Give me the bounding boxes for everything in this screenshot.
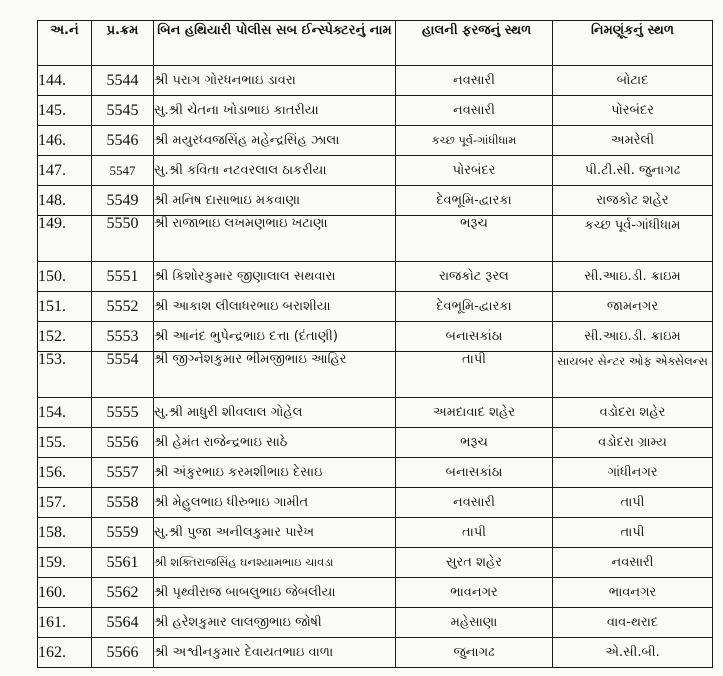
officer-name-cell: શ્રી હેમંત રાજેન્દ્રભાઇ સાઠે (154, 428, 396, 458)
appointment-place-cell: તાપી (553, 488, 713, 518)
pk-number-cell: 5551 (92, 262, 154, 292)
serial-cell: 149. (38, 216, 92, 262)
header-current-posting: હાલની ફરજનું સ્થળ (396, 21, 553, 66)
officer-name-cell: શ્રી રાજાભાઇ લખમણભાઇ ખટાણા (154, 216, 396, 262)
appointment-place-cell: સાયબર સેન્ટર ઓફ એક્સેલન્સ (553, 352, 713, 398)
appointment-place-cell: ગાંધીનગર (553, 458, 713, 488)
serial-cell: 154. (38, 398, 92, 428)
serial-cell: 148. (38, 186, 92, 216)
pk-number-cell: 5552 (92, 292, 154, 322)
serial-cell: 155. (38, 428, 92, 458)
header-name: બિન હથિયારી પોલીસ સબ ઈન્સ્પેક્ટરનું નામ (154, 21, 396, 66)
table-row (38, 518, 713, 548)
officer-name-cell: શ્રી અંકુરભાઇ કરમશીભાઇ દેસાઇ (154, 458, 396, 488)
serial-cell: 158. (38, 518, 92, 548)
pk-number-cell: 5545 (92, 96, 154, 126)
table-row (38, 156, 713, 186)
pk-number-cell: 5558 (92, 488, 154, 518)
current-posting-cell: પોરબંદર (396, 156, 553, 186)
table-row (38, 262, 713, 292)
current-posting-cell: દેવભૂમિ-દ્વારકા (396, 292, 553, 322)
appointment-place-cell: વાવ-થરાદ (553, 608, 713, 638)
pk-number-cell: 5546 (92, 126, 154, 156)
appointment-place-cell: જામનગર (553, 292, 713, 322)
officer-name-cell: શ્રી આનંદ ભુપેન્દ્રભાઇ દત્તા (દંતાણી) (154, 322, 396, 352)
appointment-place-cell: વડોદરા શહેર (553, 398, 713, 428)
table-row (38, 398, 713, 428)
header-appointment-place: નિમણૂંકનું સ્થળ (553, 21, 713, 66)
table-row (38, 458, 713, 488)
pk-number-cell: 5547 (92, 156, 154, 186)
table-row (38, 578, 713, 608)
serial-cell: 156. (38, 458, 92, 488)
current-posting-cell: તાપી (396, 518, 553, 548)
officer-name-cell: શ્રી હરેશકુમાર લાલજીભાઇ જોષી (154, 608, 396, 638)
serial-cell: 152. (38, 322, 92, 352)
serial-cell: 145. (38, 96, 92, 126)
appointment-place-cell: પોરબંદર (553, 96, 713, 126)
pk-number-cell: 5555 (92, 398, 154, 428)
header-serial: અ.નં (38, 21, 92, 66)
appointment-place-cell: ભાવનગર (553, 578, 713, 608)
pk-number-cell: 5550 (92, 216, 154, 262)
serial-cell: 153. (38, 352, 92, 398)
current-posting-cell: રાજકોટ રૂરલ (396, 262, 553, 292)
appointment-place-cell: સી.આઇ.ડી. ક્રાઇમ (553, 262, 713, 292)
header-pk-number: પ્ર.ક્રમ (92, 21, 154, 66)
pk-number-cell: 5554 (92, 352, 154, 398)
current-posting-cell: નવસારી (396, 96, 553, 126)
serial-cell: 147. (38, 156, 92, 186)
serial-cell: 150. (38, 262, 92, 292)
table-row (38, 186, 713, 216)
appointment-place-cell: સી.આઇ.ડી. ક્રાઇમ (553, 322, 713, 352)
serial-cell: 146. (38, 126, 92, 156)
officer-name-cell: શ્રી પરાગ ગોરધનભાઇ ડાવરા (154, 66, 396, 96)
current-posting-cell: બનાસકાંઠા (396, 322, 553, 352)
pk-number-cell: 5553 (92, 322, 154, 352)
pk-number-cell: 5561 (92, 548, 154, 578)
officer-name-cell: સુ.શ્રી કવિતા નટવરલાલ ઠાકરીયા (154, 156, 396, 186)
current-posting-cell: નવસારી (396, 488, 553, 518)
pk-number-cell: 5566 (92, 638, 154, 668)
appointment-place-cell: બોટાદ (553, 66, 713, 96)
table-row (38, 216, 713, 262)
current-posting-cell: જુનાગઢ (396, 638, 553, 668)
table-body (38, 66, 713, 668)
current-posting-cell: તાપી (396, 352, 553, 398)
officer-name-cell: સુ.શ્રી માધુરી શીવલાલ ગોહેલ (154, 398, 396, 428)
table-row (38, 548, 713, 578)
serial-cell: 160. (38, 578, 92, 608)
table-row (38, 292, 713, 322)
officer-name-cell: સુ.શ્રી પુજા અનીલકુમાર પારેખ (154, 518, 396, 548)
pk-number-cell: 5544 (92, 66, 154, 96)
officer-name-cell: શ્રી પૃથ્વીરાજ બાબલુભાઇ જેબલીયા (154, 578, 396, 608)
table-row (38, 608, 713, 638)
table-row (38, 66, 713, 96)
current-posting-cell: અમદાવાદ શહેર (396, 398, 553, 428)
appointment-place-cell: રાજકોટ શહેર (553, 186, 713, 216)
current-posting-cell: બનાસકાંઠા (396, 458, 553, 488)
officer-name-cell: શ્રી આકાશ લીલાધરભાઇ બરાશીયા (154, 292, 396, 322)
serial-cell: 159. (38, 548, 92, 578)
appointment-place-cell: અમરેલી (553, 126, 713, 156)
serial-cell: 157. (38, 488, 92, 518)
current-posting-cell: નવસારી (396, 66, 553, 96)
table-row (38, 126, 713, 156)
current-posting-cell: મહેસાણા (396, 608, 553, 638)
appointment-place-cell: એ.સી.બી. (553, 638, 713, 668)
table-header (38, 21, 713, 66)
pk-number-cell: 5559 (92, 518, 154, 548)
officer-name-cell: શ્રી જીગ્નેશકુમાર ભીમજીભાઇ આહિર (154, 352, 396, 398)
appointment-place-cell: કચ્છ પૂર્વ-ગાંધીધામ (553, 216, 713, 262)
header-row (38, 21, 713, 66)
table-row (38, 322, 713, 352)
table-row (38, 352, 713, 398)
officer-name-cell: શ્રી મયુરધ્વજસિંહ મહેન્દ્રસિંહ ઝાલા (154, 126, 396, 156)
officer-name-cell: શ્રી મેહુલભાઇ ધીરુભાઇ ગામીત (154, 488, 396, 518)
pk-number-cell: 5556 (92, 428, 154, 458)
officer-name-cell: શ્રી કિશોરકુમાર જીણાલાલ સથવારા (154, 262, 396, 292)
appointment-place-cell: તાપી (553, 518, 713, 548)
officer-name-cell: શ્રી અશ્વીનકુમાર દેવાયતભાઇ વાળા (154, 638, 396, 668)
appointment-place-cell: નવસારી (553, 548, 713, 578)
serial-cell: 161. (38, 608, 92, 638)
pk-number-cell: 5557 (92, 458, 154, 488)
table-row (38, 428, 713, 458)
serial-cell: 144. (38, 66, 92, 96)
current-posting-cell: કચ્છ પૂર્વ-ગાંધીધામ (396, 126, 553, 156)
appointment-place-cell: પી.ટી.સી. જુનાગઢ (553, 156, 713, 186)
current-posting-cell: ભાવનગર (396, 578, 553, 608)
table-row (38, 488, 713, 518)
table-row (38, 96, 713, 126)
officer-name-cell: સુ.શ્રી ચેતના ખોડાભાઇ કાતરીયા (154, 96, 396, 126)
current-posting-cell: દેવભૂમિ-દ્વારકા (396, 186, 553, 216)
pk-number-cell: 5564 (92, 608, 154, 638)
officer-name-cell: શ્રી શક્તિરાજસિંહ ઘનશ્યામભાઇ ચાવડા (154, 548, 396, 578)
current-posting-cell: સુરત શહેર (396, 548, 553, 578)
officer-name-cell: શ્રી મનિષ દાસાભાઇ મકવાણા (154, 186, 396, 216)
serial-cell: 162. (38, 638, 92, 668)
transfer-roster-table (37, 20, 713, 668)
current-posting-cell: ભરૂચ (396, 428, 553, 458)
pk-number-cell: 5549 (92, 186, 154, 216)
pk-number-cell: 5562 (92, 578, 154, 608)
serial-cell: 151. (38, 292, 92, 322)
appointment-place-cell: વડોદરા ગ્રામ્ય (553, 428, 713, 458)
current-posting-cell: ભરૂચ (396, 216, 553, 262)
table-row (38, 638, 713, 668)
